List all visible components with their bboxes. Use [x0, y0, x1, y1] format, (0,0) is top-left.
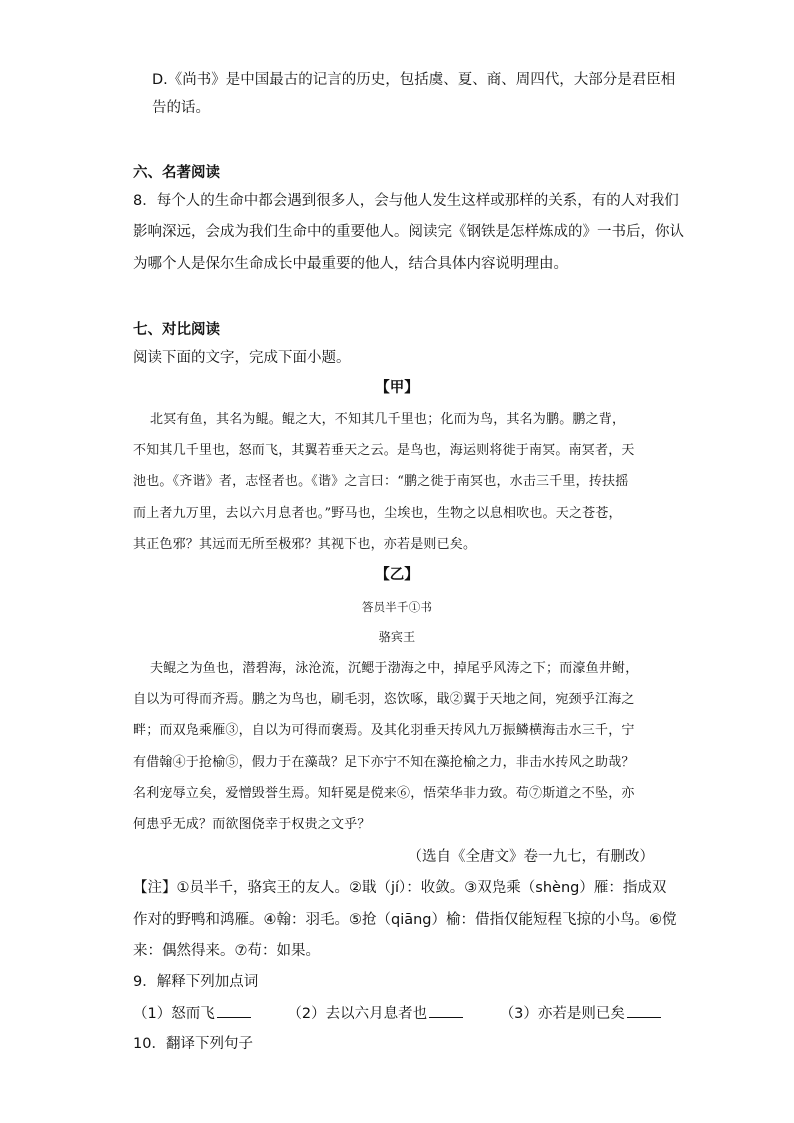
question-8-line-1: 8．每个人的生命中都会遇到很多人，会与他人发生这样或那样的关系，有的人对我们	[133, 193, 679, 209]
passage-jia-line: 而上者九万里，去以六月息者也。”野马也，尘埃也，生物之以息相吹也。天之苍苍，	[133, 506, 622, 521]
passage-yi-line: 夫鲲之为鱼也，潜碧海，泳沧流，沉鳃于渤海之中，掉尾乎风涛之下；而濠鱼井鲋，	[150, 661, 639, 676]
answer-blank[interactable]	[627, 1003, 661, 1018]
answer-blank[interactable]	[217, 1003, 251, 1018]
passage-jia-line: 不知其几千里也，怒而飞，其翼若垂天之云。是鸟也，海运则将徙于南冥。南冥者，天	[133, 443, 635, 458]
option-d-line-2: 告的话。	[152, 100, 210, 116]
passage-yi-line: 名利宠辱立矣，爱憎毁誉生焉。知轩冕是傥来⑥，悟荣华非力致。苟⑦斯道之不坠，亦	[133, 786, 635, 801]
question-9-item-3: （3）亦若是则已矣	[500, 1006, 661, 1022]
passage-yi-line: 有借翰④于抢榆⑤，假力于在藻哉？足下亦宁不知在藻抢榆之力，非击水抟风之助哉？	[133, 755, 635, 770]
question-8-line-3: 为哪个人是保尔生命成长中最重要的他人，结合具体内容说明理由。	[133, 256, 568, 272]
question-9-item-1: （1）怒而飞	[133, 1006, 251, 1022]
passage-yi-line: 何患乎无成？而欲图侥幸于权贵之文乎？	[133, 817, 371, 832]
question-10-stem: 10．翻译下列句子	[133, 1036, 253, 1052]
passage-yi-line: 自以为可得而齐焉。鹏之为鸟也，刷毛羽，恣饮啄，戢②翼于天地之间，宛颈乎江海之	[133, 692, 635, 707]
question-9-stem: 9．解释下列加点词	[133, 974, 259, 990]
passage-jia-line: 北冥有鱼，其名为鲲。鲲之大，不知其几千里也；化而为鸟，其名为鹏。鹏之背，	[150, 412, 626, 427]
passage-yi-source: （选自《全唐文》卷一九七，有删改）	[407, 849, 654, 865]
annotation-line-3: 来：偶然得来。⑦苟：如果。	[133, 943, 320, 959]
annotation-line-1: 【注】①员半千，骆宾王的友人。②戢（jí）：收敛。③双凫乘（shèng）雁：指成双	[133, 880, 667, 896]
answer-blank[interactable]	[429, 1003, 463, 1018]
passage-yi-author: 骆宾王	[378, 630, 416, 644]
question-9-item-2: （2）去以六月息者也	[287, 1006, 463, 1022]
passage-yi-line: 畔；而双凫乘雁③，自以为可得而褒焉。及其化羽垂天抟风九万振鳞横海击水三千，宁	[133, 723, 635, 738]
question-9-items	[133, 1003, 661, 1024]
annotation-line-2: 作对的野鸭和鸿雁。④翰：羽毛。⑤抢（qiāng）榆：借指仅能短程飞掠的小鸟。⑥傥	[133, 912, 677, 928]
option-d-line-1: D.《尚书》是中国最古的记言的历史，包括虞、夏、商、周四代，大部分是君臣相	[152, 72, 676, 88]
passage-jia-line: 其正色邪？其远而无所至极邪？其视下也，亦若是则已矣。	[133, 537, 477, 552]
section-7-heading: 七、对比阅读	[133, 322, 220, 338]
question-8-line-2: 影响深远，会成为我们生命中的重要他人。阅读完《钢铁是怎样炼成的》一书后，你认	[133, 224, 684, 240]
passage-jia-line: 池也。《齐谐》者，志怪者也。《谐》之言曰：“鹏之徙于南冥也，水击三千里，抟扶摇	[133, 474, 629, 489]
passage-yi-title: 答员半千①书	[361, 600, 433, 614]
section-6-heading: 六、名著阅读	[133, 165, 220, 181]
passage-jia-label: 【甲】	[375, 380, 419, 396]
reading-instruction: 阅读下面的文字，完成下面小题。	[133, 350, 351, 366]
passage-yi-label: 【乙】	[375, 567, 419, 583]
